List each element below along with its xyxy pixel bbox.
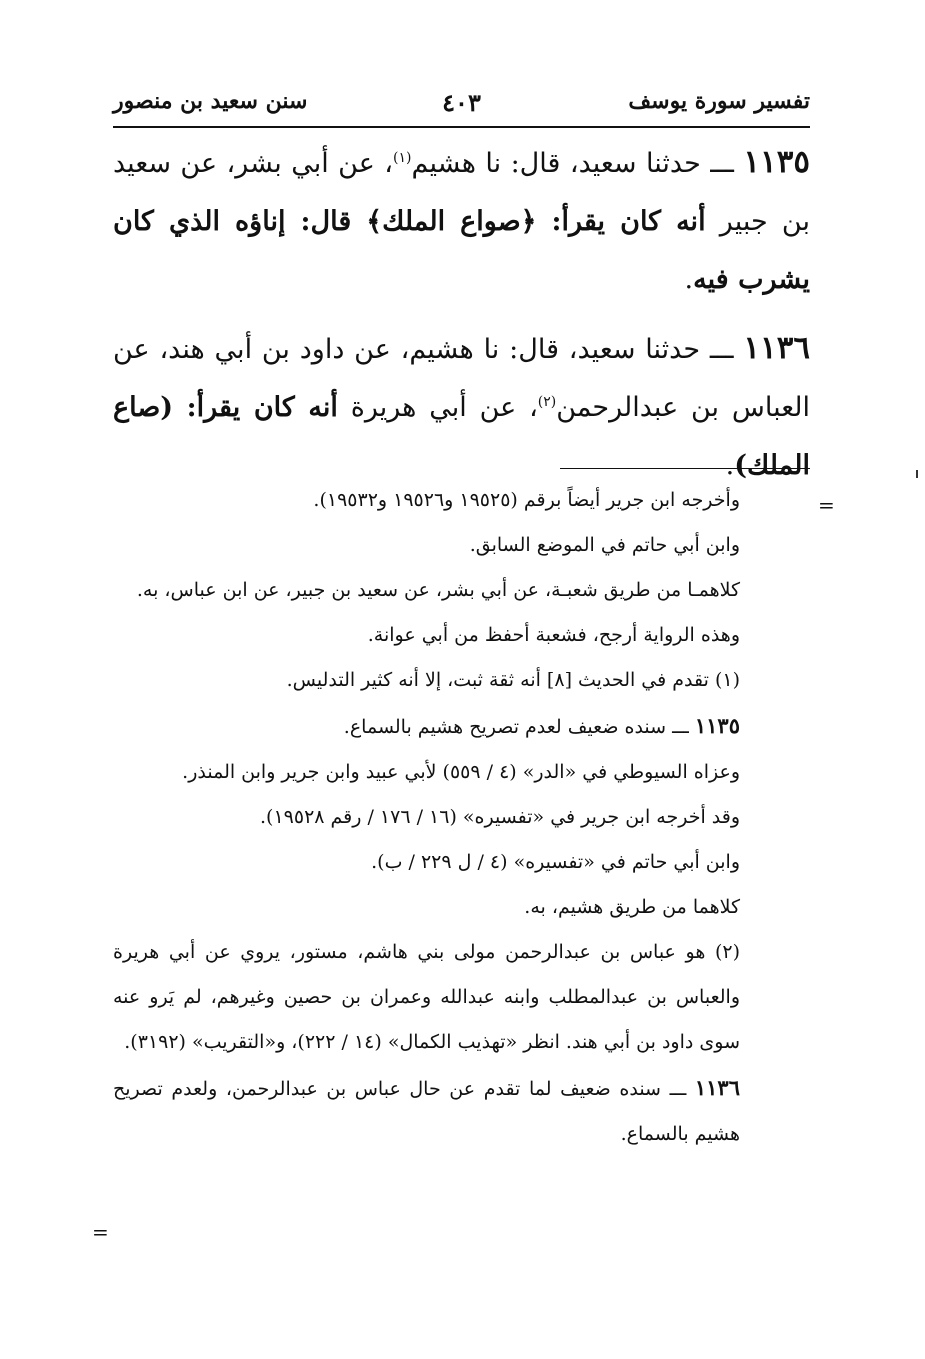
page-number: ٤٠٣ bbox=[442, 88, 481, 117]
footnote-line: وعزاه السيوطي في «الدر» (٤ / ٥٥٩) لأبي عبيد وابن جرير وابن المنذر. bbox=[182, 761, 740, 783]
footnote-2: (٢) هو عباس بن عبدالرحمن مولى بني هاشم، مستور، يروي عن أبي هريرة والعباس بن عبدالمطلب وابنه عبدالله وعمران بن حصين وغيرهم، لم يَرو عنه سوى داود بن أبي هند. انظر «تهذيب الكمال» (١٤ / ٢٢٢)، و«التقريب» (٣١٩٢). bbox=[113, 941, 740, 1053]
note-number: ١١٣٦ bbox=[694, 1075, 740, 1100]
footnote-line: كلاهمـا من طريق شعبـة، عن أبي بشر، عن سعيد بن جبير، عن ابن عباس، به. bbox=[136, 579, 740, 601]
note-number: ١١٣٥ bbox=[694, 713, 740, 738]
hadith-number: ١١٣٥ bbox=[743, 144, 810, 180]
note-text: ـــ سنده ضعيف لما تقدم عن حال عباس بن عبدالرحمن، ولعدم تصريح هشيم بالسماع. bbox=[113, 1078, 740, 1145]
hadith-number: ١١٣٦ bbox=[743, 330, 810, 366]
footnote-line: وابن أبي حاتم في «تفسيره» (٤ / ل ٢٢٩ / ب). bbox=[371, 851, 740, 873]
hadith-text: ـــ حدثنا سعيد، قال: نا هشيم bbox=[411, 148, 744, 179]
footnote-line: وقد أخرجه ابن جرير في «تفسيره» (١٦ / ١٧٦ / رقم ١٩٥٢٨). bbox=[260, 806, 740, 828]
scan-speck bbox=[916, 470, 918, 478]
hadith-text: ـــ حدثنا سعيد، قال: نا هشيم، عن داود بن أبي هند، عن العباس بن عبدالرحمن bbox=[113, 334, 810, 423]
note-1136 bbox=[113, 1065, 810, 1157]
hadith-quote: أنه كان يقرأ: (صاع الملك) bbox=[113, 392, 810, 481]
hadith-quote: أنه كان يقرأ: ﴿صواع الملك﴾ قال: إناؤه الذي كان يشرب فيه bbox=[113, 206, 810, 295]
footnote-rule bbox=[560, 468, 810, 469]
hadith-text: ، عن أبي هريرة bbox=[337, 392, 538, 423]
hadith-1135 bbox=[113, 133, 810, 309]
book-title: سنن سعيد بن منصور bbox=[113, 88, 308, 114]
footnotes bbox=[113, 478, 810, 1157]
footnote-line: وابن أبي حاتم في الموضع السابق. bbox=[469, 534, 740, 556]
hadith-text: ، عن أبي بشر، عن سعيد بن جبير bbox=[113, 148, 810, 237]
chapter-title: تفسير سورة يوسف bbox=[628, 88, 810, 114]
continuation-mark-top: = bbox=[818, 493, 835, 517]
footnote-line: كلاهما من طريق هشيم، به. bbox=[524, 896, 740, 918]
hadith-end: . bbox=[725, 450, 735, 481]
note-text: ـــ سنده ضعيف لعدم تصريح هشيم بالسماع. bbox=[343, 716, 695, 738]
header-rule bbox=[113, 126, 810, 128]
main-text bbox=[113, 133, 810, 495]
continuation-mark-bottom: = bbox=[92, 1220, 109, 1244]
footnote-line: وهذه الرواية أرجح، فشعبة أحفظ من أبي عوانة. bbox=[367, 624, 740, 646]
footnote-line: وأخرجه ابن جرير أيضاً برقم (١٩٥٢٥ و١٩٥٢٦ و١٩٥٣٢). bbox=[313, 489, 740, 511]
footnote-1: (١) تقدم في الحديث [٨] أنه ثقة ثبت، إلا أنه كثير التدليس. bbox=[286, 669, 740, 691]
footnote-ref: (٢) bbox=[537, 394, 557, 410]
running-header bbox=[113, 80, 810, 124]
note-1135 bbox=[113, 703, 810, 750]
hadith-end: . bbox=[684, 264, 694, 295]
footnote-ref: (١) bbox=[393, 150, 412, 166]
